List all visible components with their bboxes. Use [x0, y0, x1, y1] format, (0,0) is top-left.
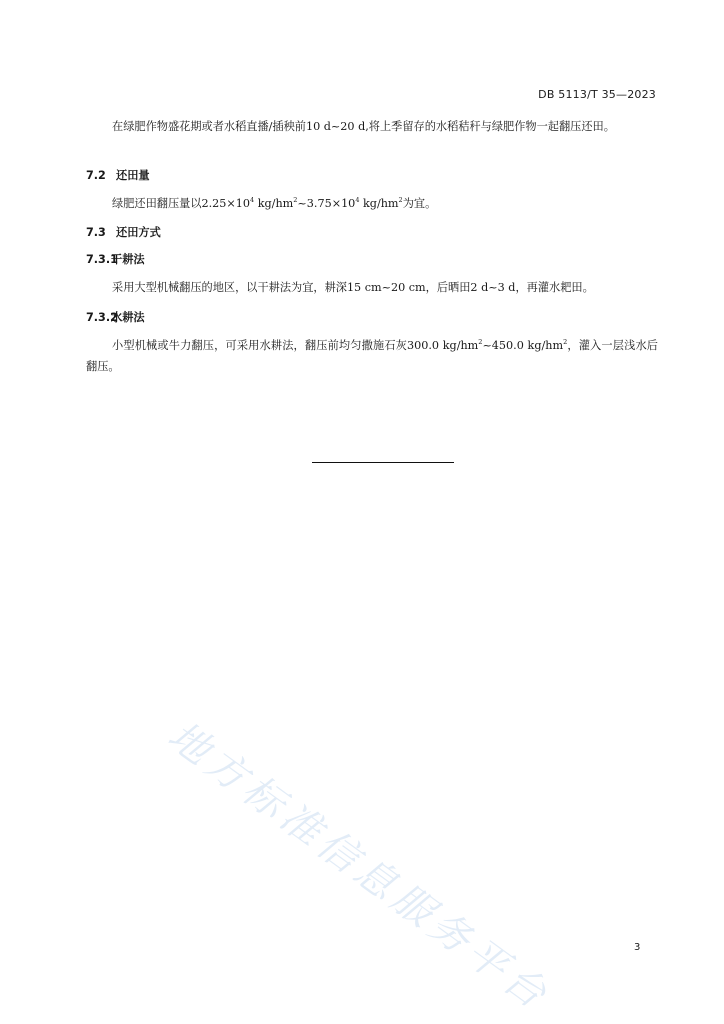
intro-paragraph: 在绿肥作物盛花期或者水稻直播/插秧前10 d~20 d,将上季留存的水稻秸秆与绿肥作物一起翻压还田。	[112, 120, 615, 133]
superscript: 4	[355, 196, 360, 204]
section-7-3-1-heading	[86, 251, 145, 267]
text-run: 为宜。	[402, 197, 437, 210]
section-number: 7.3	[86, 226, 106, 239]
superscript: 2	[398, 196, 403, 204]
section-title: 水耕法	[111, 311, 145, 324]
section-title: 干耕法	[111, 253, 145, 266]
section-number: 7.3.1	[86, 253, 118, 266]
text-run: kg/hm	[254, 197, 294, 210]
section-number: 7.2	[86, 169, 106, 182]
section-number: 7.3.2	[86, 311, 118, 324]
section-title: 还田量	[116, 169, 150, 182]
end-divider	[312, 462, 454, 463]
section-7-3-1-paragraph: 采用大型机械翻压的地区，以干耕法为宜，耕深15 cm~20 cm，后晒田2 d~3 d，再灌水耙田。	[112, 281, 594, 294]
text-run: ，灌入一层浅水后翻压。	[86, 339, 658, 373]
page-number: 3	[634, 942, 641, 953]
text-run: kg/hm	[359, 197, 399, 210]
superscript: 4	[250, 196, 255, 204]
document-code: DB 5113/T 35—2023	[538, 88, 656, 101]
section-7-2-heading	[86, 167, 150, 183]
section-7-3-heading	[86, 224, 161, 240]
watermark: 地方标准信息服务平台	[159, 712, 559, 1021]
section-7-3-2-heading	[86, 309, 145, 325]
superscript: 2	[563, 338, 568, 346]
text-run: 绿肥还田翻压量以2.25×10	[112, 197, 251, 210]
text-run: ~450.0 kg/hm	[482, 339, 564, 352]
section-7-3-2-paragraph	[86, 335, 658, 377]
text-run: ~3.75×10	[297, 197, 356, 210]
section-title: 还田方式	[116, 226, 161, 239]
superscript: 2	[293, 196, 298, 204]
section-7-2-paragraph	[86, 193, 658, 214]
text-run: 小型机械或牛力翻压，可采用水耕法，翻压前均匀撒施石灰300.0 kg/hm	[112, 339, 479, 352]
superscript: 2	[478, 338, 483, 346]
